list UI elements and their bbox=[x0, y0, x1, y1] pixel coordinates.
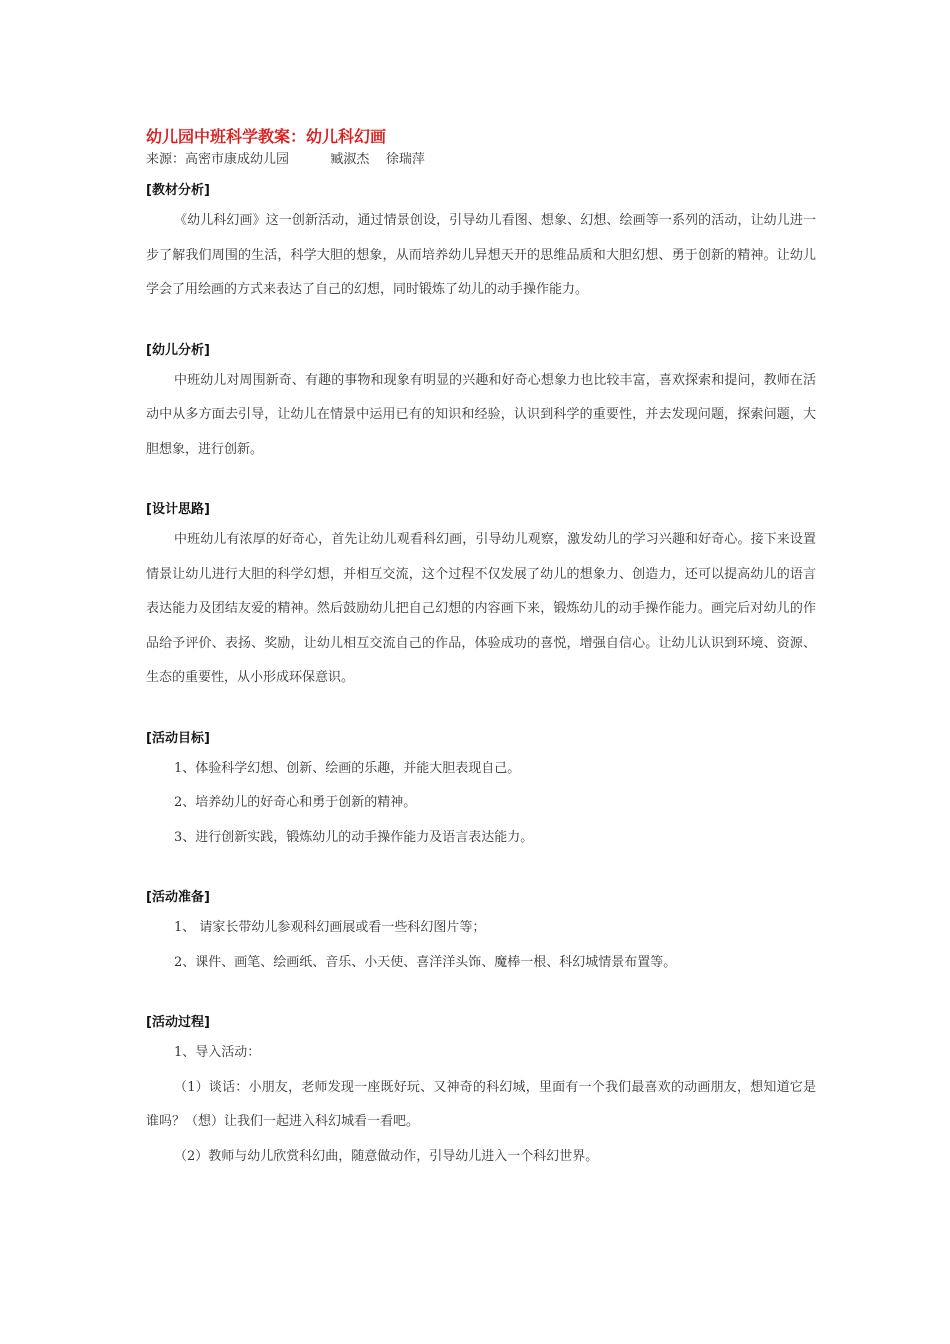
section-paragraph: 中班幼儿有浓厚的好奇心，首先让幼儿观看科幻画，引导幼儿观察，激发幼儿的学习兴趣和好奇心。接下来设置情景让幼儿进行大胆的科学幻想，并相互交流，这个过程不仅发展了幼儿的想象力、创造力，还可以提高幼儿的语言表达能力及团结友爱的精神。然后鼓励幼儿把自己幻想的内容画下来，锻炼幼儿的动手操作能力。画完后对幼儿的作品给予评价、表扬、奖励，让幼儿相互交流自己的作品，体验成功的喜悦，增强自信心。让幼儿认识到环境、资源、生态的重要性，从小形成环保意识。 bbox=[146, 532, 816, 685]
section-heading: [活动目标] bbox=[146, 730, 210, 746]
section-material bbox=[146, 178, 816, 308]
section-heading: [活动过程] bbox=[146, 1015, 210, 1030]
section-process bbox=[146, 1010, 816, 1174]
section-children bbox=[146, 338, 816, 468]
document-source: 来源：高密市康成幼儿园 臧淑杰 徐瑞萍 bbox=[146, 152, 425, 167]
section-preparation bbox=[146, 885, 816, 980]
list-item: 1、 请家长带幼儿参观科幻画展或看一些科幻图片等； bbox=[174, 920, 486, 935]
process-substep: （2）教师与幼儿欣赏科幻曲，随意做动作，引导幼儿进入一个科幻世界。 bbox=[174, 1148, 599, 1164]
section-paragraph: 中班幼儿对周围新奇、有趣的事物和现象有明显的兴趣和好奇心想象力也比较丰富，喜欢探索和提问，教师在活动中从多方面去引导，让幼儿在情景中运用已有的知识和经验，认识到科学的重要性，并去发现问题，探索问题，大胆想象，进行创新。 bbox=[146, 372, 816, 457]
section-design bbox=[146, 497, 816, 696]
section-goals bbox=[146, 726, 816, 856]
section-heading: [幼儿分析] bbox=[146, 342, 210, 358]
list-item: 3、进行创新实践，锻炼幼儿的动手操作能力及语言表达能力。 bbox=[174, 829, 534, 845]
section-heading: [教材分析] bbox=[146, 183, 210, 198]
list-item: 2、培养幼儿的好奇心和勇于创新的精神。 bbox=[174, 795, 417, 810]
process-step: 1、导入活动： bbox=[174, 1045, 261, 1060]
section-heading: [活动准备] bbox=[146, 890, 210, 905]
process-substep: （1）谈话：小朋友，老师发现一座既好玩、又神奇的科幻城，里面有一个我们最喜欢的动画朋友，想知道它是谁吗？（想）让我们一起进入科幻城看一看吧。 bbox=[146, 1079, 816, 1129]
document-title: 幼儿园中班科学教案：幼儿科幻画 bbox=[146, 127, 387, 146]
section-paragraph: 《幼儿科幻画》这一创新活动，通过情景创设，引导幼儿看图、想象、幻想、绘画等一系列的活动，让幼儿进一步了解我们周围的生活，科学大胆的想象，从而培养幼儿异想天开的思维品质和大胆幻想、勇于创新的精神。让幼儿学会了用绘画的方式来表达了自己的幻想，同时锻炼了幼儿的动手操作能力。 bbox=[146, 213, 816, 297]
section-heading: [设计思路] bbox=[146, 502, 210, 517]
document-page bbox=[146, 124, 816, 1204]
list-item: 1、体验科学幻想、创新、绘画的乐趣，并能大胆表现自己。 bbox=[174, 760, 521, 776]
list-item: 2、课件、画笔、绘画纸、音乐、小天使、喜洋洋头饰、魔棒一根、科幻城情景布置等。 bbox=[174, 954, 677, 970]
